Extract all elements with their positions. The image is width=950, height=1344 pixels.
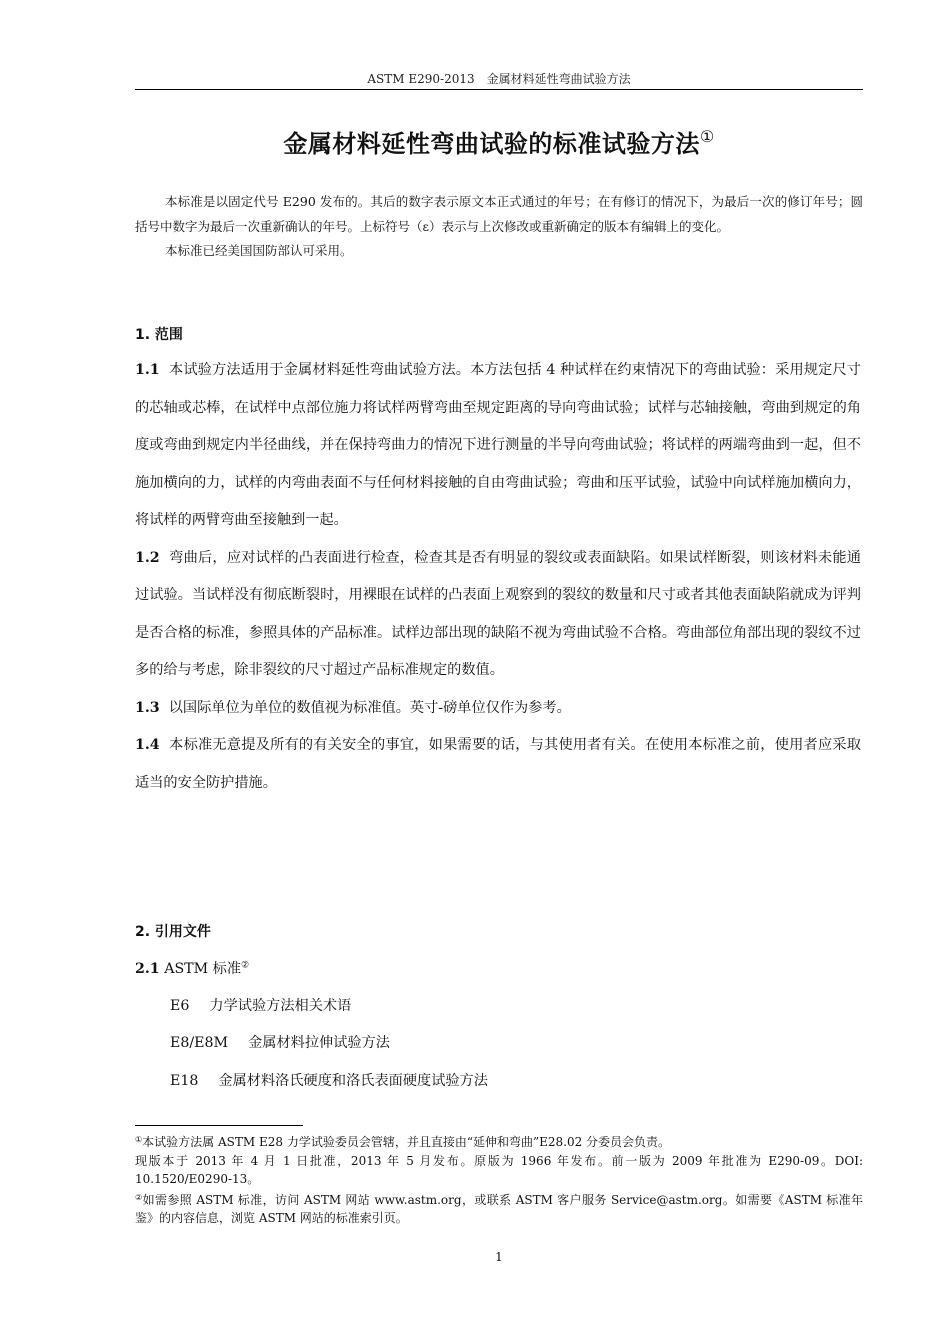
footnote-text: 如需参照 ASTM 标准，访问 ASTM 网站 www.astm.org，或联系 ASTM 客户服务 Service@astm.org。如需要《ASTM 标准年鉴》的内容信息，浏览 ASTM 网站的标准索引页。 <box>135 1192 863 1225</box>
preface <box>135 190 863 264</box>
title-text: 金属材料延性弯曲试验的标准试验方法 <box>283 130 700 158</box>
footnote-text: 本试验方法属 ASTM E28 力学试验委员会管辖，并且直接由“延伸和弯曲”E28.02 分委员会负责。 <box>142 1135 671 1149</box>
clause-number: 1.3 <box>135 699 160 716</box>
standard-name: 金属材料拉伸试验方法 <box>248 1035 390 1051</box>
footnote-mark: ② <box>135 1192 143 1202</box>
standard-item <box>170 995 351 1015</box>
clause-label: ASTM 标准 <box>164 961 242 977</box>
footnote-2 <box>135 1189 863 1228</box>
clause-number: 1.2 <box>135 549 160 566</box>
clause-1-2 <box>135 540 861 690</box>
page-number: 1 <box>495 1250 503 1264</box>
section-2-heading: 2. 引用文件 <box>135 924 211 940</box>
clause-number: 1.4 <box>135 737 160 753</box>
clause-1-1 <box>135 352 861 540</box>
standard-item <box>170 1032 390 1052</box>
standard-code: E18 <box>170 1073 199 1089</box>
section-1-heading: 1. 范围 <box>135 327 183 343</box>
standard-item <box>170 1070 488 1090</box>
clause-text: 本试验方法适用于金属材料延性弯曲试验方法。本方法包括 4 种试样在约束情况下的弯曲试验：采用规定尺寸的芯轴或芯棒，在试样中点部位施力将试样两臂弯曲至规定距离的导向弯曲试验；试样与芯轴接触，弯曲到规定的角度或弯曲到规定内半径曲线，并在保持弯曲力的情况下进行测量的半导向弯曲试验；将试样的两端弯曲到一起，但不施加横向的力，试样的内弯曲表面不与任何材料接触的自由弯曲试验；弯曲和压平试验，试验中向试样施加横向力，将试样的两臂弯曲至接触到一起。 <box>135 362 861 528</box>
section-1-body <box>135 352 861 802</box>
clause-1-3 <box>135 690 861 728</box>
clause-1-4 <box>135 727 861 802</box>
footnote-1 <box>135 1131 863 1152</box>
clause-2-1 <box>135 958 249 978</box>
title-footnote-mark: ① <box>699 127 715 146</box>
standard-name: 力学试验方法相关术语 <box>209 998 352 1014</box>
footnote-rule <box>135 1125 303 1126</box>
document-title <box>135 124 863 159</box>
preface-paragraph-2: 本标准已经美国国防部认可采用。 <box>165 243 353 258</box>
standard-code: E8/E8M <box>170 1035 229 1051</box>
running-header: ASTM E290-2013 金属材料延性弯曲试验方法 <box>367 72 631 86</box>
clause-footnote-mark: ② <box>241 960 250 971</box>
clause-text: 以国际单位为单位的数值视为标准值。英寸-磅单位仅作为参考。 <box>168 699 571 716</box>
standard-code: E6 <box>170 998 190 1014</box>
standard-name: 金属材料洛氏硬度和洛氏表面硬度试验方法 <box>218 1073 488 1089</box>
clause-text: 弯曲后，应对试样的凸表面进行检查，检查其是否有明显的裂纹或表面缺陷。如果试样断裂，则该材料未能通过试验。当试样没有彻底断裂时，用裸眼在试样的凸表面上观察到的裂纹的数量和尺寸或者其他表面缺陷就成为评判是否合格的标准，参照具体的产品标准。试样边部出现的缺陷不视为弯曲试验不合格。弯曲部位角部出现的裂纹不过多的给与考虑，除非裂纹的尺寸超过产品标准规定的数值。 <box>135 549 861 678</box>
footnotes <box>135 1131 863 1228</box>
preface-paragraph-1: 本标准是以固定代号 E290 发布的。其后的数字表示原文本正式通过的年号；在有修订的情况下，为最后一次的修订年号；圆括号中数字为最后一次重新确认的年号。上标符号（ε）表示与上次修改或重新确定的版本有编辑上的变化。 <box>135 194 863 234</box>
clause-text: 本标准无意提及所有的有关安全的事宜，如果需要的话，与其使用者有关。在使用本标准之前，使用者应采取适当的安全防护措施。 <box>135 737 861 791</box>
clause-number: 1.1 <box>135 362 160 378</box>
header-rule <box>135 89 863 90</box>
clause-number: 2.1 <box>135 961 160 977</box>
footnote-1-continued: 现版本于 2013 年 4 月 1 日批准，2013 年 5 月发布。原版为 1966 年发布。前一版为 2009 年批准为 E290-09。DOI: 10.1520/E0290-13。 <box>135 1153 863 1186</box>
footnote-mark: ① <box>135 1135 143 1144</box>
